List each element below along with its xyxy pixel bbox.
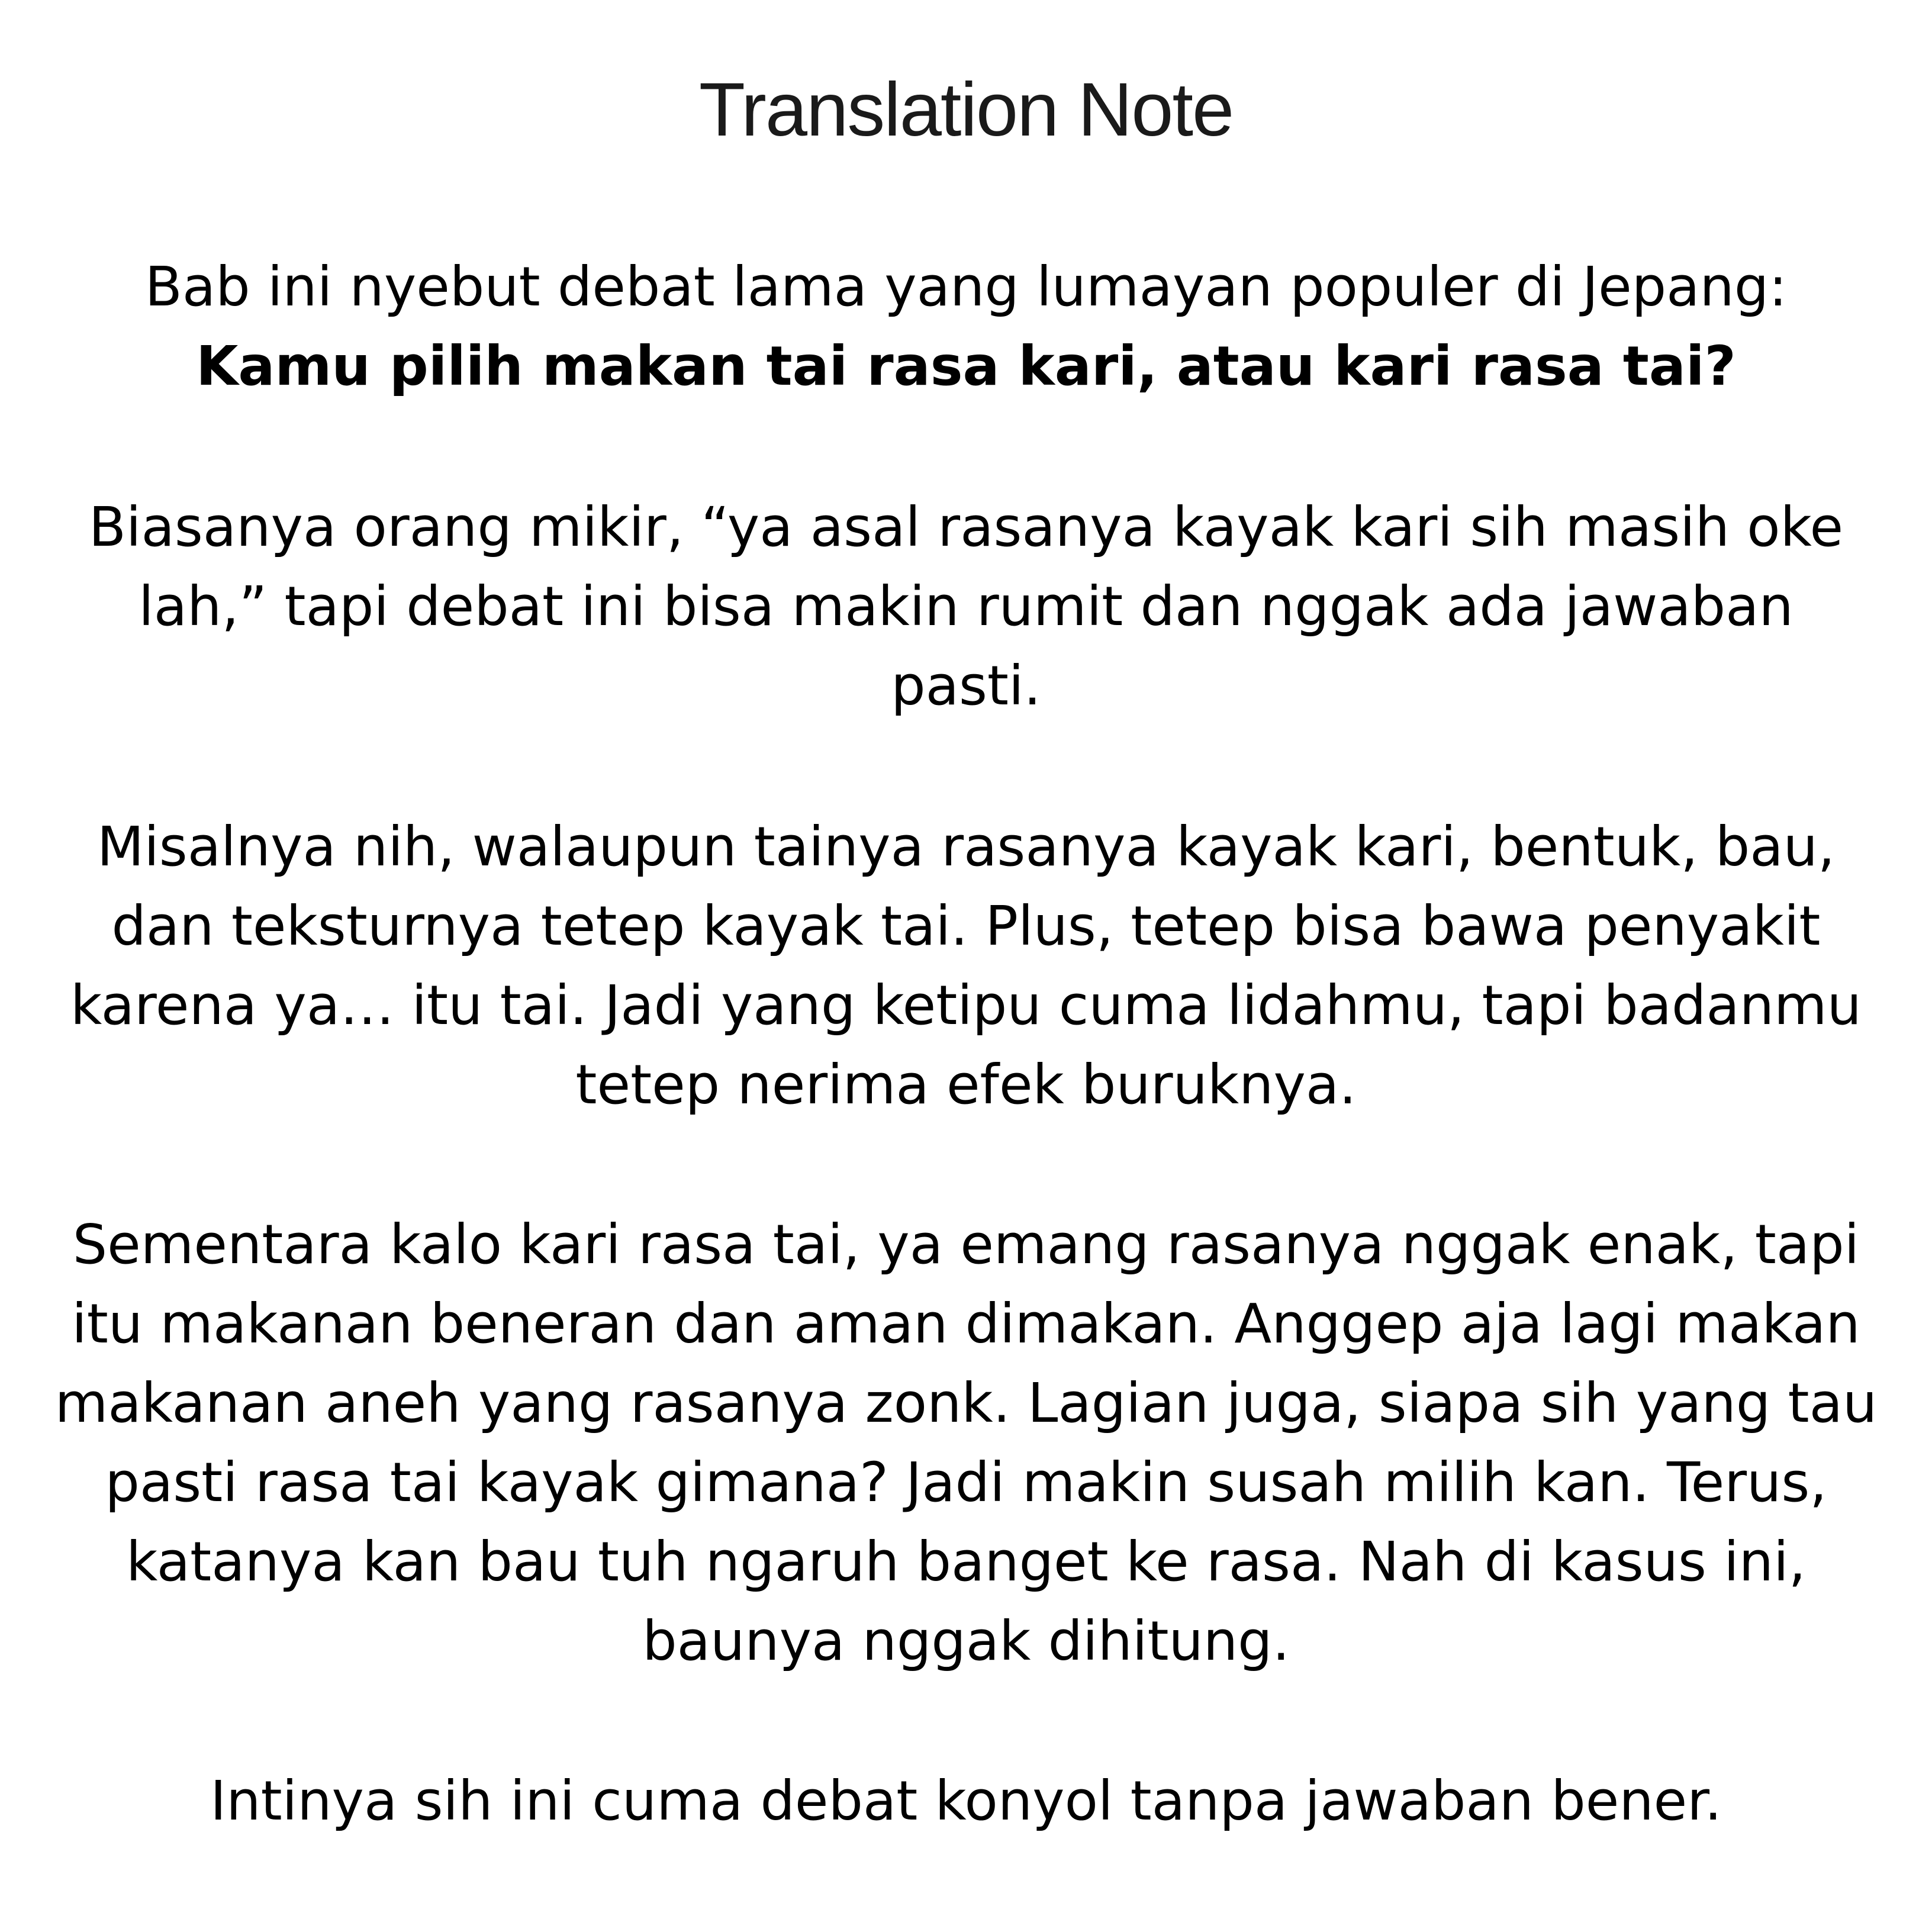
intro-question: Kamu pilih makan tai rasa kari, atau kari rasa tai? bbox=[196, 334, 1736, 398]
paragraph3-line-1: Sementara kalo kari rasa tai, ya emang rasanya nggak enak, tapi bbox=[72, 1213, 1860, 1276]
paragraph2-line-1: Misalnya nih, walaupun tainya rasanya kayak kari, bentuk, bau, bbox=[96, 815, 1836, 878]
paragraph1-line-1: Biasanya orang mikir, “ya asal rasanya kayak kari sih masih oke bbox=[88, 495, 1844, 559]
paragraph2-line-4: tetep nerima efek buruknya. bbox=[575, 1053, 1357, 1116]
paragraph1-line-2: lah,” tapi debat ini bisa makin rumit dan nggak ada jawaban bbox=[139, 575, 1793, 638]
paragraph2-line-3: karena ya… itu tai. Jadi yang ketipu cuma lidahmu, tapi badanmu bbox=[70, 974, 1862, 1037]
paragraph3-line-2: itu makanan beneran dan aman dimakan. Anggep aja lagi makan bbox=[72, 1292, 1860, 1355]
paragraph3-line-4: pasti rasa tai kayak gimana? Jadi makin susah milih kan. Terus, bbox=[105, 1451, 1827, 1514]
paragraph3-line-5: katanya kan bau tuh ngaruh banget ke rasa. Nah di kasus ini, bbox=[126, 1530, 1806, 1593]
paragraph2-line-2: dan teksturnya tetep kayak tai. Plus, tetep bisa bawa penyakit bbox=[111, 894, 1821, 958]
paragraph3-line-3: makanan aneh yang rasanya zonk. Lagian juga, siapa sih yang tau bbox=[54, 1371, 1878, 1435]
page-title: Translation Note bbox=[698, 67, 1234, 152]
paragraph1-line-3: pasti. bbox=[891, 654, 1041, 717]
intro-line: Bab ini nyebut debat lama yang lumayan populer di Jepang: bbox=[144, 255, 1788, 318]
paragraph3-line-6: baunya nggak dihitung. bbox=[642, 1609, 1290, 1673]
conclusion-line: Intinya sih ini cuma debat konyol tanpa jawaban bener. bbox=[210, 1769, 1722, 1833]
